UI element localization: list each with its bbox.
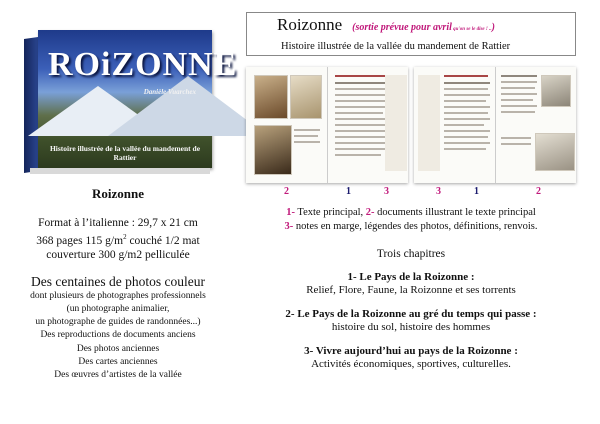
format-line: Format à l’italienne : 29,7 x 21 cm bbox=[38, 217, 198, 229]
feature-line: (un photographe animalier, bbox=[66, 304, 170, 315]
text-line bbox=[335, 82, 389, 84]
margin-notes bbox=[385, 75, 407, 171]
text-line bbox=[501, 137, 531, 139]
chapter-item bbox=[246, 344, 576, 371]
spread-number: 2 bbox=[284, 186, 289, 197]
text-line bbox=[444, 148, 486, 150]
chapters-heading: Trois chapitres bbox=[376, 248, 446, 260]
chapter-item bbox=[246, 270, 576, 297]
feature-line: Des œuvres d’artistes de la vallée bbox=[54, 370, 182, 381]
text-line bbox=[444, 130, 490, 132]
book-details bbox=[0, 186, 236, 382]
chapter-item bbox=[246, 307, 576, 334]
text-line bbox=[444, 94, 490, 96]
spread-2-left-page bbox=[414, 67, 496, 183]
feature-line: Des photos anciennes bbox=[76, 343, 160, 354]
text-line bbox=[444, 118, 490, 120]
illustration-image bbox=[541, 75, 571, 107]
header-subtitle: Histoire illustrée de la vallée du mandement de Rattier bbox=[281, 41, 511, 52]
book-front bbox=[38, 30, 238, 168]
text-line bbox=[444, 88, 488, 90]
book-pages-edge bbox=[30, 168, 210, 174]
legend-line-2 bbox=[246, 220, 576, 234]
features-list bbox=[0, 290, 236, 382]
chapter-desc: Activités économiques, sportives, culturelles. bbox=[311, 358, 511, 370]
legend-num: 1- bbox=[286, 207, 295, 218]
spread-number: 1 bbox=[346, 186, 351, 197]
book-name: Roizonne bbox=[92, 186, 144, 201]
chapter-title: 1- Le Pays de la Roizonne : bbox=[347, 271, 475, 283]
text-line bbox=[444, 75, 488, 77]
pages-sup: 2 bbox=[123, 233, 127, 241]
spread-number: 3 bbox=[384, 186, 389, 197]
cover-subtitle: Histoire illustrée de la vallée du mandement de Rattier bbox=[49, 144, 201, 162]
legend bbox=[246, 206, 576, 234]
pages-tail: couché 1/2 mat bbox=[126, 234, 200, 247]
spread-number: 3 bbox=[436, 186, 441, 197]
text-line bbox=[335, 136, 385, 138]
legend-text: Texte principal, bbox=[294, 207, 366, 218]
page-spreads bbox=[246, 67, 576, 185]
pages-text: 368 pages 115 g/m bbox=[36, 234, 124, 247]
portrait-image bbox=[290, 75, 322, 119]
spread-numbers bbox=[246, 186, 576, 200]
text-line bbox=[444, 100, 486, 102]
text-line bbox=[501, 87, 535, 89]
photos-headline: Des centaines de photos couleur bbox=[31, 273, 205, 289]
spread-number: 2 bbox=[536, 186, 541, 197]
text-line bbox=[501, 105, 537, 107]
text-line bbox=[335, 75, 387, 77]
chapter-title: 2- Le Pays de la Roizonne au gré du temps qui passe : bbox=[285, 308, 537, 320]
text-line bbox=[335, 142, 389, 144]
cover-title: ROiZONNE bbox=[48, 46, 238, 83]
text-line bbox=[444, 142, 490, 144]
spread-2-right-page bbox=[495, 67, 576, 183]
text-line bbox=[501, 99, 533, 101]
text-line bbox=[335, 154, 381, 156]
text-line bbox=[335, 130, 389, 132]
header-title-line bbox=[277, 15, 575, 40]
text-line bbox=[335, 94, 389, 96]
book-cover-image bbox=[24, 26, 238, 176]
text-line bbox=[294, 141, 320, 143]
release-note bbox=[352, 22, 495, 33]
text-line bbox=[335, 112, 383, 114]
pages-line bbox=[0, 230, 236, 248]
legend-text: documents illustrant le texte principal bbox=[374, 207, 536, 218]
feature-line: Des cartes anciennes bbox=[78, 356, 158, 367]
text-line bbox=[501, 111, 535, 113]
text-line bbox=[444, 136, 488, 138]
cover-author: Danièle Vuarchex bbox=[143, 88, 196, 96]
mountain-shape bbox=[108, 76, 268, 136]
release-note-close: ) bbox=[491, 22, 495, 33]
cover-weight-line: couverture 300 g/m2 pelliculée bbox=[46, 248, 190, 261]
spread-1-left-page bbox=[246, 67, 328, 183]
feature-line: Des reproductions de documents anciens bbox=[40, 330, 196, 341]
spread-1 bbox=[246, 67, 408, 183]
chapter-title: 3- Vivre aujourd’hui au pays de la Roizonne : bbox=[304, 345, 518, 357]
text-line bbox=[294, 135, 318, 137]
legend-text: notes en marge, légendes des photos, définitions, renvois. bbox=[293, 221, 538, 232]
text-line bbox=[501, 93, 537, 95]
book-specs bbox=[0, 216, 236, 262]
text-line bbox=[335, 100, 387, 102]
text-line bbox=[335, 106, 389, 108]
illustration-image bbox=[535, 133, 575, 171]
text-line bbox=[335, 88, 385, 90]
portrait-image bbox=[254, 75, 288, 119]
margin-notes bbox=[418, 75, 440, 171]
chapters bbox=[246, 248, 576, 381]
text-line bbox=[335, 124, 387, 126]
text-line bbox=[444, 124, 484, 126]
text-line bbox=[444, 106, 490, 108]
text-line bbox=[501, 143, 531, 145]
text-line bbox=[501, 81, 537, 83]
text-line bbox=[294, 129, 320, 131]
text-line bbox=[501, 75, 537, 77]
release-note-text: (sortie prévue pour avril bbox=[352, 22, 452, 33]
text-line bbox=[444, 112, 488, 114]
spread-1-right-page bbox=[327, 67, 408, 183]
header-title: Roizonne bbox=[277, 15, 343, 34]
text-line bbox=[335, 118, 389, 120]
chapter-desc: Relief, Flore, Faune, la Roizonne et ses torrents bbox=[306, 284, 516, 296]
feature-line: dont plusieurs de photographes professionnels bbox=[30, 290, 206, 301]
legend-num: 3- bbox=[284, 221, 294, 232]
legend-line-1 bbox=[246, 206, 576, 220]
text-line bbox=[444, 82, 490, 84]
feature-line: un photographe de guides de randonnées...) bbox=[35, 317, 201, 328]
chapter-desc: histoire du sol, histoire des hommes bbox=[331, 321, 491, 333]
header-box bbox=[246, 12, 576, 56]
spread-2 bbox=[414, 67, 576, 183]
spread-number: 1 bbox=[474, 186, 479, 197]
release-note-small: qu'on se le dise ! .. bbox=[451, 27, 492, 32]
portrait-image bbox=[254, 125, 292, 175]
text-line bbox=[335, 148, 387, 150]
legend-num: 2- bbox=[365, 207, 375, 218]
